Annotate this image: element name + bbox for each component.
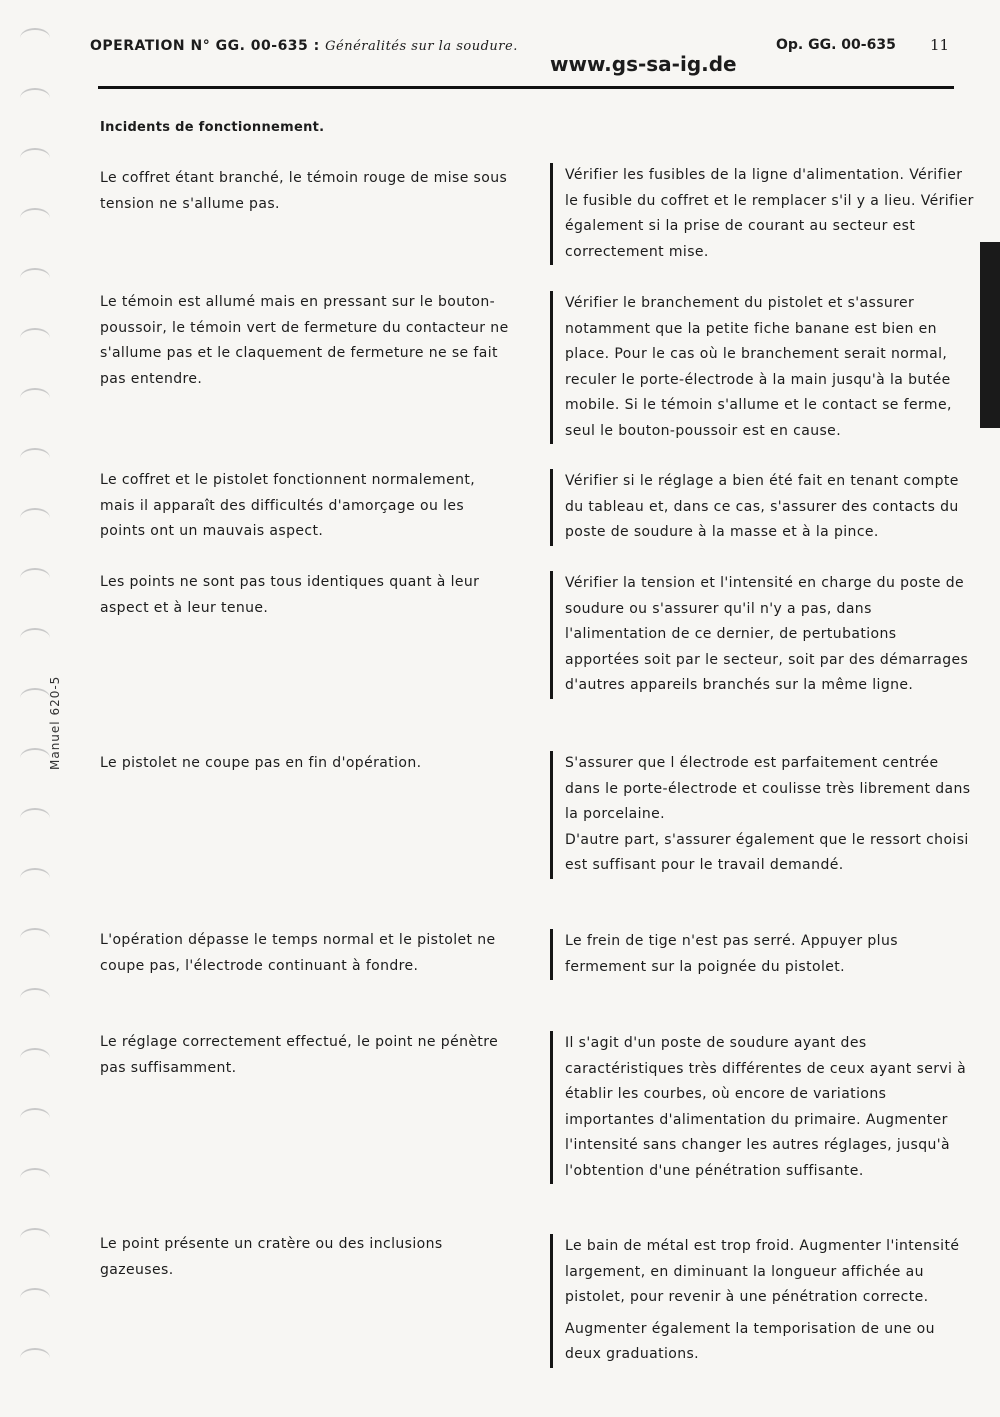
remedy-block [550, 291, 975, 444]
remedy-block [550, 751, 975, 879]
remedy-text: S'assurer que l électrode est parfaitement centrée dans le porte-électrode et coulisse très librement dans la porcelaine. [565, 755, 971, 822]
remedy-block [550, 1234, 975, 1368]
manual-reference: Manuel 620-5 [48, 675, 62, 770]
remedy-text: Le bain de métal est trop froid. Augmenter l'intensité largement, en diminuant la longueur affichée au pistolet, pour revenir à une pénétration correcte. [565, 1238, 960, 1305]
remedy-text: Il s'agit d'un poste de soudure ayant des caractéristiques très différentes de ceux ayant servi à établir les courbes, où encore de variations importantes d'alimentation du primaire. Augmenter l'intensité sans changer les autres réglages, jusqu'à l'obtention d'une pénétration suffisante. [565, 1035, 967, 1179]
remedy-text: Vérifier les fusibles de la ligne d'alimentation. Vérifier le fusible du coffret et le remplacer s'il y a lieu. Vérifier également si la prise de courant au secteur est correctement mise. [565, 167, 974, 260]
incident-text: Le pistolet ne coupe pas en fin d'opération. [100, 755, 422, 771]
remedy-text: D'autre part, s'assurer également que le ressort choisi est suffisant pour le travail demandé. [565, 831, 969, 873]
remedy-block [550, 571, 975, 699]
remedy-block [550, 1031, 975, 1184]
section-title: Incidents de fonctionnement. [100, 120, 325, 135]
operation-number: OPERATION N° GG. 00-635 : [90, 38, 320, 54]
remedy-text: Vérifier si le réglage a bien été fait en tenant compte du tableau et, dans ce cas, s'assurer des contacts du poste de soudure à la masse et à la pince. [565, 473, 959, 540]
incident-text: Les points ne sont pas tous identiques quant à leur aspect et à leur tenue. [100, 574, 480, 616]
remedy-block [550, 163, 975, 265]
section-tab [980, 242, 1000, 428]
website-url: www.gs-sa-ig.de [550, 52, 737, 76]
remedy-block [550, 929, 975, 980]
remedy-text: Vérifier le branchement du pistolet et s'assurer notamment que la petite fiche banane est bien en place. Pour le cas où le branchement serait normal, reculer le porte-électrode à la main jusqu'à la butée mobile. Si le témoin s'allume et le contact se ferme, seul le bouton-poussoir est en cause. [565, 295, 952, 439]
page-number: 11 [930, 36, 950, 54]
page-header [90, 36, 950, 76]
remedy-text: Le frein de tige n'est pas serré. Appuyer plus fermement sur la poignée du pistolet. [565, 933, 898, 975]
remedy-text: Augmenter également la temporisation de une ou deux graduations. [565, 1320, 935, 1362]
operation-title [90, 38, 518, 54]
incident-text: Le coffret et le pistolet fonctionnent normalement, mais il apparaît des difficultés d'amorçage ou les points ont un mauvais aspect. [100, 472, 476, 539]
incident-text: Le témoin est allumé mais en pressant sur le bouton-poussoir, le témoin vert de fermeture du contacteur ne s'allume pas et le claquement de fermeture ne se fait pas entendre. [100, 294, 509, 387]
remedy-block [550, 469, 975, 546]
remedy-text: Vérifier la tension et l'intensité en charge du poste de soudure ou s'assurer qu'il n'y a pas, dans l'alimentation de ce dernier, de pertubations apportées soit par le secteur, soit par des démarrages d'autres appareils branchés sur la même ligne. [565, 575, 969, 693]
header-rule [98, 86, 954, 89]
operation-reference: Op. GG. 00-635 [776, 37, 896, 53]
incident-text: Le réglage correctement effectué, le point ne pénètre pas suffisamment. [100, 1034, 499, 1076]
incident-text: Le point présente un cratère ou des inclusions gazeuses. [100, 1236, 443, 1278]
incident-text: Le coffret étant branché, le témoin rouge de mise sous tension ne s'allume pas. [100, 170, 508, 212]
incident-text: L'opération dépasse le temps normal et le pistolet ne coupe pas, l'électrode continuant à fondre. [100, 932, 496, 974]
operation-subtitle: Généralités sur la soudure. [325, 39, 518, 54]
